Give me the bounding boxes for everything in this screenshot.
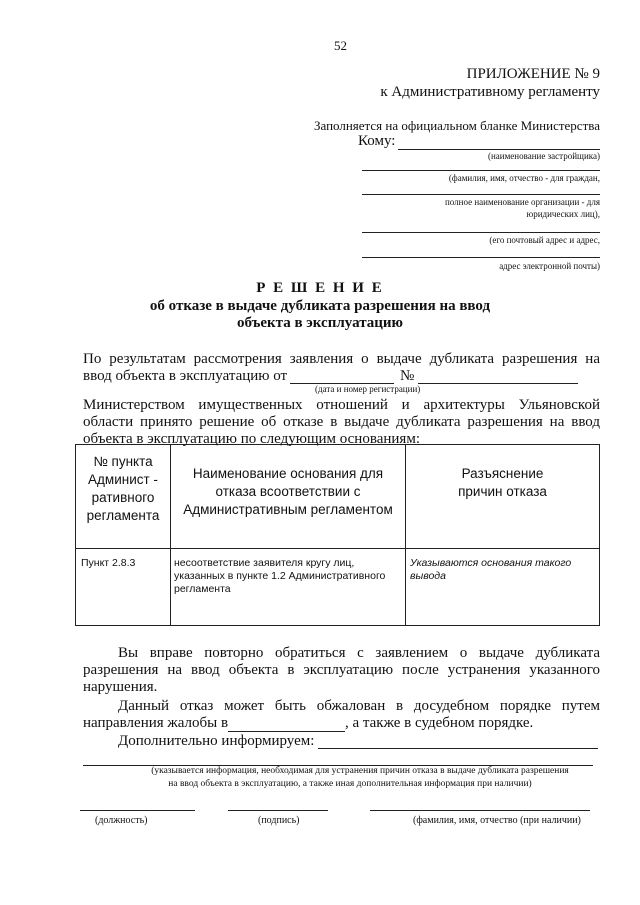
table-cell-explanation: Указываются основания такого вывода [410, 557, 572, 582]
postal-line [362, 232, 600, 233]
number-line [418, 383, 578, 384]
appendix-title: ПРИЛОЖЕНИЕ № 9 [466, 66, 600, 82]
name-hint: (фамилия, имя, отчество (при наличии) [413, 815, 581, 826]
table-header-reason-cell [171, 445, 406, 549]
org-line [362, 194, 600, 195]
fio-line [362, 170, 600, 171]
table-cell-explanation-wrap [406, 549, 600, 626]
table-header-reason: Наименование основания для отказа всоответствии с Административным регламентом [183, 466, 393, 517]
decision-subtitle-2: объекта в эксплуатацию [236, 315, 403, 331]
reasons-table [75, 444, 600, 626]
additional-info-line-1 [318, 748, 598, 749]
email-hint: адрес электронной почты) [499, 261, 600, 271]
signature-line [228, 810, 328, 811]
table-header-point-cell [76, 445, 171, 549]
intro-line-3: Министерством имущественных отношений и архитектуры Ульяновской [83, 397, 600, 413]
org-hint-1: полное наименование организации - для [444, 197, 600, 207]
closing-p1-line-1: Вы вправе повторно обратиться с заявлением о выдаче дубликата [118, 645, 600, 661]
org-hint-2: юридических лиц), [526, 209, 600, 219]
complaint-authority-line [228, 731, 345, 732]
table-cell-point-wrap [76, 549, 171, 626]
to-label: Кому: [358, 133, 396, 149]
additional-info-hint-2: на ввод объекта в эксплуатацию, а также иная дополнительная информация при наличии) [168, 779, 532, 789]
table-header-explanation: Разъяснение причин отказа [458, 466, 547, 499]
name-line [370, 810, 590, 811]
closing-p2-line-2-end: , а также в судебном порядке. [345, 715, 534, 731]
position-line [80, 810, 195, 811]
table-header-point: № пункта Админист - ративного регламента [86, 454, 160, 523]
closing-p2-line-1: Данный отказ может быть обжалован в досудебном порядке путем [118, 698, 600, 714]
intro-line-5: объекта в эксплуатацию по следующим основаниям: [83, 431, 420, 447]
closing-p1-line-3: нарушения. [83, 679, 158, 695]
position-hint: (должность) [95, 815, 148, 826]
date-number-hint: (дата и номер регистрации) [315, 384, 421, 394]
developer-name-line [398, 149, 600, 150]
official-blank-note: Заполняется на официальном бланке Министерства [313, 118, 600, 133]
developer-hint: (наименование застройщика) [487, 151, 600, 161]
page-number: 52 [334, 38, 347, 53]
intro-line-2: ввод объекта в эксплуатацию от [83, 368, 288, 384]
table-cell-reason: несоответствие заявителя кругу лиц, указанных в пункте 1.2 Административного регламента [174, 557, 386, 595]
additional-info-label: Дополнительно информируем: [118, 733, 315, 749]
additional-info-hint-1: (указывается информация, необходимая для устранения причин отказа в выдаче дубликата разрешения [151, 766, 569, 776]
decision-subtitle-1: об отказе в выдаче дубликата разрешения на ввод [149, 298, 491, 314]
closing-p1-line-2: разрешения на ввод объекта в эксплуатацию после устранения указанного [83, 662, 600, 678]
table-row [76, 549, 600, 626]
table-header-explanation-cell [406, 445, 600, 549]
decision-title: Р Е Ш Е Н И Е [256, 280, 384, 296]
table-cell-reason-wrap [171, 549, 406, 626]
closing-p2-line-2-start: направления жалобы в [83, 715, 229, 731]
number-sign: № [400, 368, 415, 384]
signature-hint: (подпись) [258, 815, 300, 826]
intro-line-1: По результатам рассмотрения заявления о выдаче дубликата разрешения на [83, 351, 600, 367]
email-line [362, 257, 600, 258]
table-cell-point: Пункт 2.8.3 [81, 557, 136, 569]
appendix-subtitle: к Административному регламенту [380, 84, 600, 100]
fio-hint: (фамилия, имя, отчество - для граждан, [448, 173, 600, 183]
intro-line-4: области принято решение об отказе в выдаче дубликата разрешения на ввод [83, 414, 600, 430]
postal-hint: (его почтовый адрес и адрес, [489, 235, 600, 245]
